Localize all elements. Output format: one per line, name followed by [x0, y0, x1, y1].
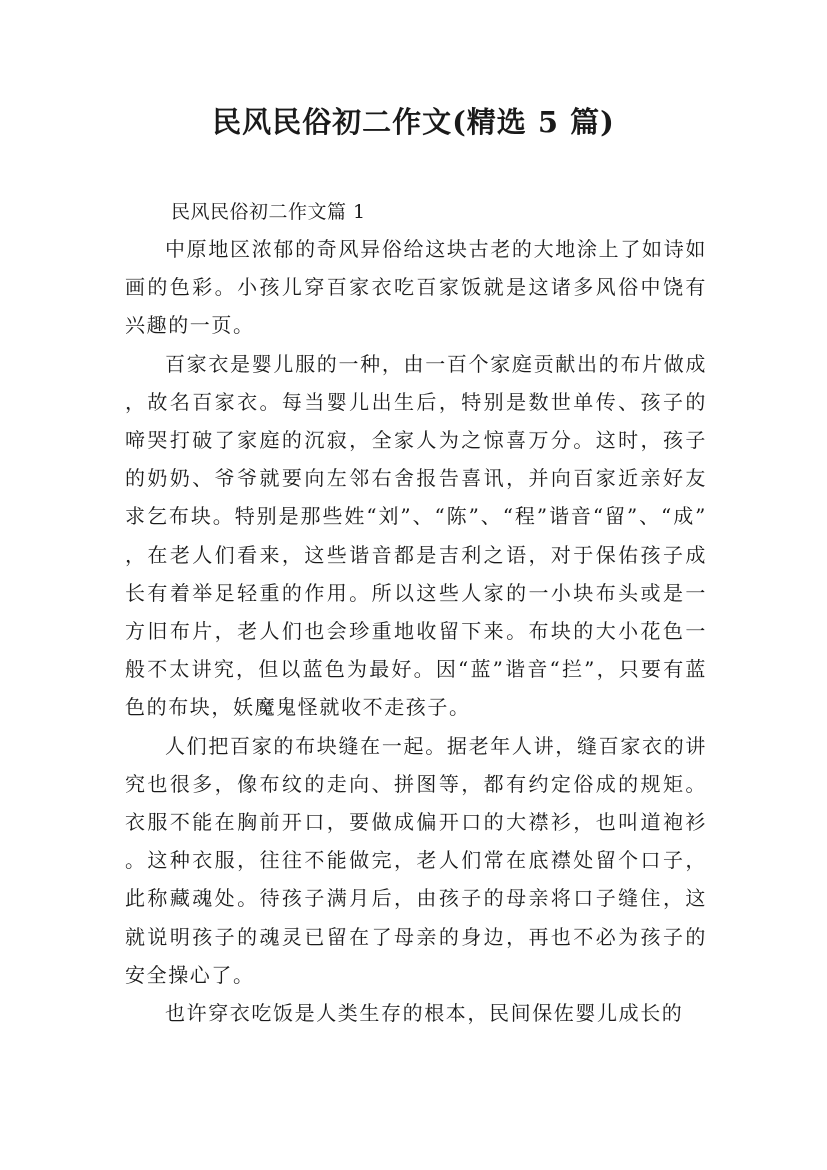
- paragraph-4: 也许穿衣吃饭是人类生存的根本，民间保佐婴儿成长的: [165, 1001, 684, 1026]
- paragraph-3: 人们把百家的布块缝在一起。据老年人讲，缝百家衣的讲究也很多，像布纹的走向、拼图等，都有约定俗成的规矩。衣服不能在胸前开口，要做成偏开口的大襟衫，也叫道袍衫。这种衣服，往往不能做完，老人们常在底襟处留个口子，此称藏魂处。待孩子满月后，由孩子的母亲将口子缝住，这就说明孩子的魂灵已留在了母亲的身边，再也不必为孩子的安全操心了。: [125, 733, 707, 987]
- paragraph-1: 中原地区浓郁的奇风异俗给这块古老的大地涂上了如诗如画的色彩。小孩儿穿百家衣吃百家饭就是这诸多风俗中饶有兴趣的一页。: [125, 237, 707, 338]
- section-heading: 民风民俗初二作文篇 1: [171, 201, 366, 223]
- paragraph-2: 百家衣是婴儿服的一种，由一百个家庭贡献出的布片做成，故名百家衣。每当婴儿出生后，特别是数世单传、孩子的啼哭打破了家庭的沉寂，全家人为之惊喜万分。这时，孩子的奶奶、爷爷就要向左邻右舍报告喜讯，并向百家近亲好友求乞布块。特别是那些姓“刘”、“陈”、“程”谐音“留”、“成”，在老人们看来，这些谐音都是吉利之语，对于保佑孩子成长有着举足轻重的作用。所以这些人家的一小块布头或是一方旧布片，老人们也会珍重地收留下来。布块的大小花色一般不太讲究，但以蓝色为最好。因“蓝”谐音“拦”，只要有蓝色的布块，妖魔鬼怪就收不走孩子。: [125, 351, 707, 720]
- document-body: [125, 195, 707, 1032]
- document-title: 民风民俗初二作文(精选 5 篇): [212, 105, 615, 139]
